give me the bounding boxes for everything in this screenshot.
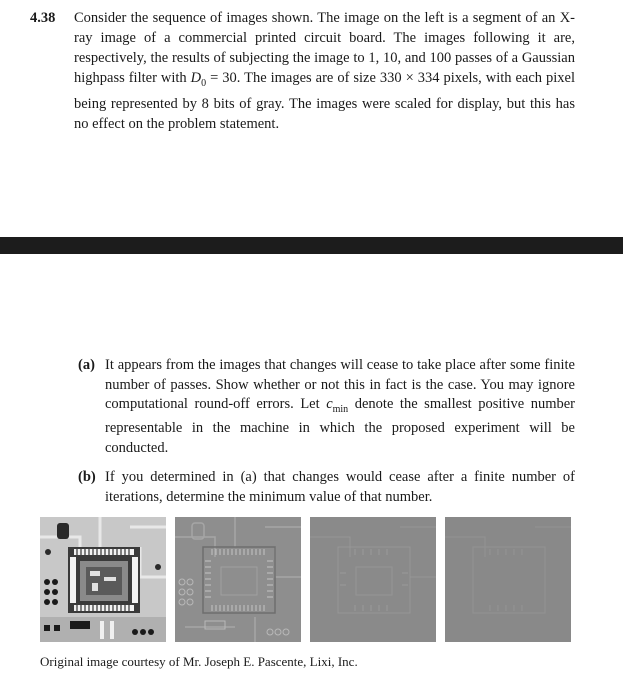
highpass-10-passes-image — [310, 517, 436, 642]
part-b-text: If you determined in (a) that changes would cease after a finite number of iterations, determine the minimum value of that number. — [105, 469, 575, 505]
d0-subscript: 0 — [201, 77, 207, 89]
d0-symbol: D — [190, 70, 202, 86]
part-b — [78, 468, 575, 507]
problem-text-part-1: Consider the sequence of images shown. The image on the left is a segment of an X-ray image of a commercial printed circuit board. The images following it are, respectively, the results of subjecting the image to 1, 10, and 100 passes of a Gaussian highpass filter with — [74, 10, 575, 86]
image-credit: Original image courtesy of Mr. Joseph E. Pascente, Lixi, Inc. — [40, 654, 358, 669]
cmin-subscript: min — [332, 403, 349, 415]
part-b-label: (b) — [78, 469, 96, 486]
part-a-label: (a) — [78, 357, 95, 373]
problem-number: 4.38 — [30, 10, 56, 26]
cmin-symbol: c — [326, 396, 333, 412]
part-a-text-1: It appears from the images that changes will cease to take place after some finite number of passes. Show whether or not this in fact is the case. You may ignore computational round-off errors. Let — [105, 357, 575, 412]
problem-parts — [78, 356, 575, 517]
problem-text-part-2: = 30. The images are of size 330 × 334 pixels, with each pixel being represented by 8 bits of gray. The images were scaled for display, but this has no effect on the problem statement. — [74, 70, 575, 132]
problem-statement — [74, 8, 575, 134]
page-divider-band — [0, 237, 623, 254]
part-a — [78, 356, 575, 458]
highpass-100-passes-image — [445, 517, 571, 642]
part-a-text-2: denote the smallest positive number representable in the machine in which the proposed experiment will be conducted. — [105, 396, 575, 456]
image-sequence — [40, 517, 571, 642]
problem-4-38 — [30, 8, 575, 134]
original-circuit-board-image — [40, 517, 166, 642]
part-a-text — [105, 356, 575, 458]
highpass-1-pass-image — [175, 517, 301, 642]
